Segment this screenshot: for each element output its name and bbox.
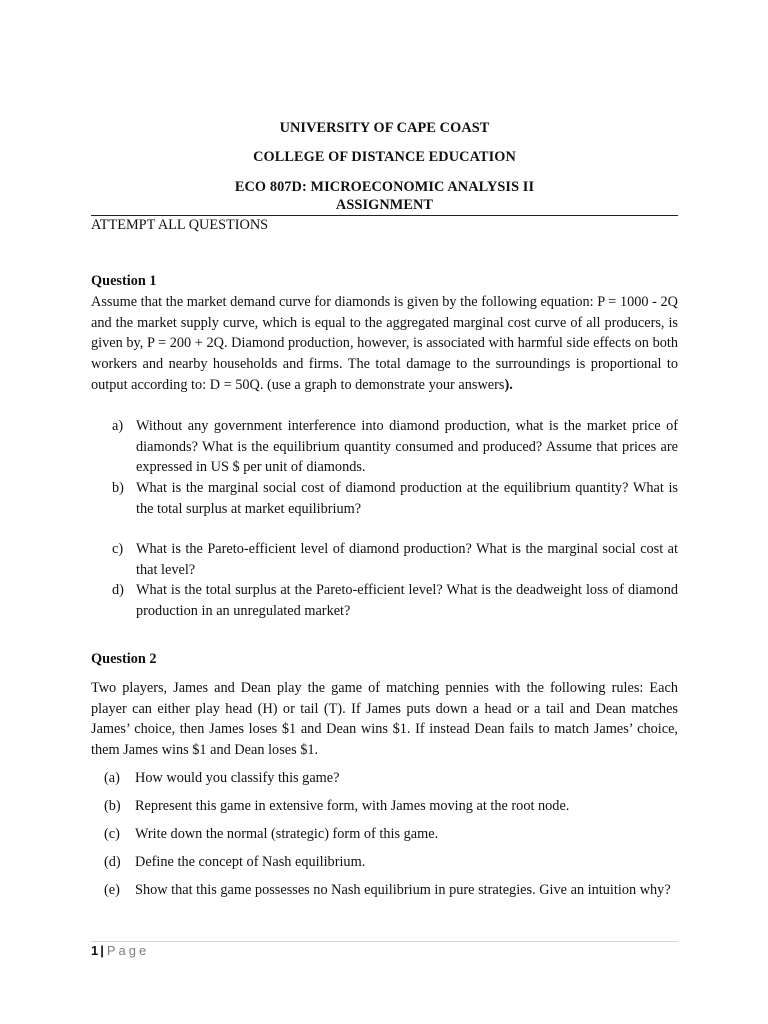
- item-label: (c): [104, 826, 120, 842]
- item-label: a): [112, 418, 124, 434]
- item-label: b): [112, 480, 124, 496]
- question-2-item-b: [104, 796, 678, 817]
- page-number: 1: [91, 943, 99, 958]
- page-footer: [91, 943, 149, 958]
- question-2-item-c: [104, 824, 678, 845]
- item-label: (a): [104, 770, 120, 786]
- item-text: Without any government interference into diamond production, what is the market price of diamonds? What is the equilibrium quantity consumed and produced? Assume that prices are expressed in US $ per unit of diamonds.: [136, 418, 678, 476]
- question-1-heading: Question 1: [91, 273, 157, 289]
- item-text: What is the total surplus at the Pareto-efficient level? What is the deadweight loss of diamond production in an unregulated market?: [136, 582, 678, 619]
- question-2-item-a: [104, 768, 678, 789]
- question-2-item-d: [104, 852, 678, 873]
- question-1-intro: [91, 292, 678, 396]
- college-title: COLLEGE OF DISTANCE EDUCATION: [253, 149, 516, 165]
- item-text: What is the marginal social cost of diamond production at the equilibrium quantity? What is the total surplus at market equilibrium?: [136, 480, 678, 517]
- footer-divider: [91, 941, 678, 942]
- item-label: (d): [104, 854, 121, 870]
- question-1-item-b: [112, 478, 678, 519]
- instruction-text: ATTEMPT ALL QUESTIONS: [91, 217, 269, 233]
- item-label: d): [112, 582, 124, 598]
- question-1-intro-tail: (use a graph to demonstrate your answers).: [263, 376, 513, 393]
- question-2-intro: Two players, James and Dean play the game of matching pennies with the following rules: Each player can either play head (H) or tail (T). If James puts down a head or a tail and Dean matches James’ choice, then James loses $1 and Dean wins $1. If instead Dean fails to match James’ choice, them James wins $1 and Dean loses $1.: [91, 680, 678, 759]
- course-title: ECO 807D: MICROECONOMIC ANALYSIS II: [234, 179, 535, 195]
- item-text: Show that this game possesses no Nash equilibrium in pure strategies. Give an intuition why?: [135, 882, 671, 898]
- question-1-item-d: [112, 580, 678, 621]
- assignment-title: ASSIGNMENT: [335, 197, 434, 213]
- footer-separator: |: [100, 943, 104, 958]
- question-1-item-a: [112, 416, 678, 478]
- question-1-intro-text: Assume that the market demand curve for diamonds is given by the following equation: P = 1000 - 2Q and the market supply curve, which is equal to the aggregated marginal cost curve of all producers, is given by, P = 200 + 2Q. Diamond production, however, is associated with harmful side effects on both workers and nearby households and firms. The total damage to the surroundings is proportional to output according to: D = 50Q.: [91, 294, 678, 393]
- item-text: Define the concept of Nash equilibrium.: [135, 854, 366, 870]
- item-label: (e): [104, 882, 120, 898]
- item-label: c): [112, 541, 124, 557]
- page-word: Page: [106, 943, 150, 958]
- question-2-heading: Question 2: [91, 651, 157, 667]
- question-2-item-e: [104, 880, 678, 901]
- item-text: Represent this game in extensive form, with James moving at the root node.: [135, 798, 570, 814]
- item-text: What is the Pareto-efficient level of diamond production? What is the marginal social cost at that level?: [136, 541, 678, 578]
- item-text: Write down the normal (strategic) form of this game.: [135, 826, 439, 842]
- item-text: How would you classify this game?: [135, 770, 340, 786]
- question-1-item-c: [112, 539, 678, 580]
- item-label: (b): [104, 798, 121, 814]
- header-divider: [91, 215, 678, 216]
- university-title: UNIVERSITY OF CAPE COAST: [279, 120, 490, 136]
